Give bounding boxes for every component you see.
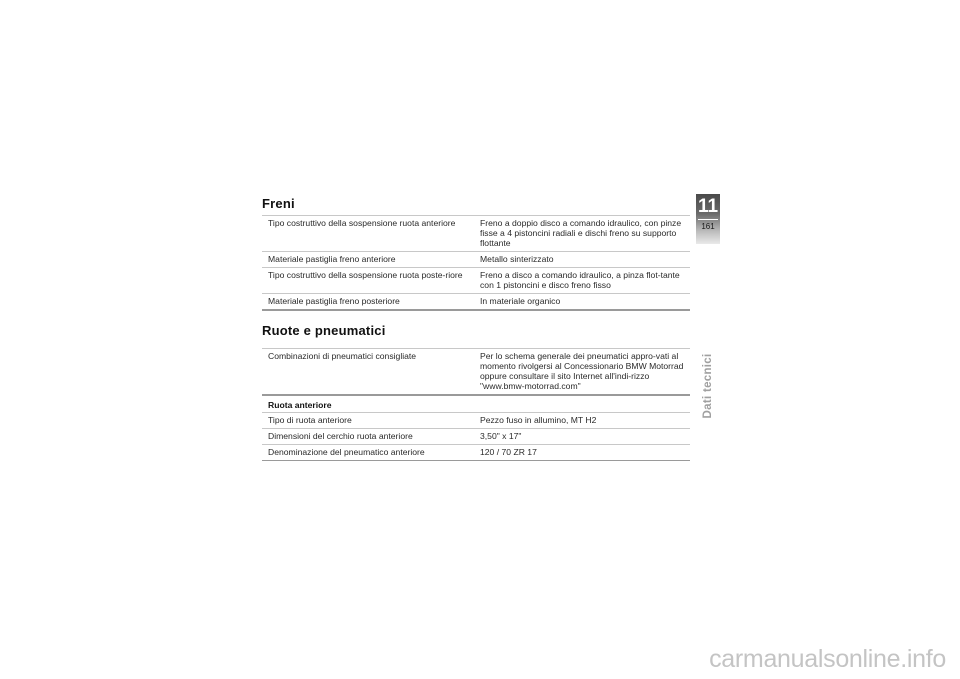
ruota-anteriore-table <box>262 413 690 461</box>
table-row <box>262 216 690 252</box>
table-row <box>262 445 690 461</box>
row-label: Materiale pastiglia freno posteriore <box>262 294 474 311</box>
row-label: Combinazioni di pneumatici consigliate <box>262 349 474 396</box>
section-title-freni: Freni <box>262 196 295 211</box>
chapter-side-label <box>698 346 718 426</box>
row-value: Freno a disco a comando idraulico, a pinza flot-tante con 1 pistoncini e disco freno fisso <box>474 268 690 294</box>
row-value: 120 / 70 ZR 17 <box>474 445 690 461</box>
table-row <box>262 294 690 311</box>
row-value: 3,50" x 17" <box>474 429 690 445</box>
row-label: Tipo di ruota anteriore <box>262 413 474 429</box>
chapter-tab <box>696 194 720 244</box>
subsection-title-ruota-anteriore: Ruota anteriore <box>262 396 690 413</box>
chapter-divider <box>698 219 718 220</box>
ruote-table <box>262 348 690 396</box>
page-number: 161 <box>701 222 715 231</box>
row-value: Per lo schema generale dei pneumatici appro-vati al momento rivolgersi al Concessionario BMW Motorrad oppure consultare il sito Internet all'indi-rizzo "www.bmw-motorrad.com" <box>474 349 690 396</box>
row-value: Pezzo fuso in allumino, MT H2 <box>474 413 690 429</box>
watermark: carmanualsonline.info <box>709 645 946 673</box>
table-row <box>262 413 690 429</box>
table-row <box>262 349 690 396</box>
row-label: Denominazione del pneumatico anteriore <box>262 445 474 461</box>
freni-table <box>262 215 690 311</box>
table-row <box>262 429 690 445</box>
document-content <box>262 196 690 461</box>
table-row <box>262 268 690 294</box>
row-value: In materiale organico <box>474 294 690 311</box>
row-label: Tipo costruttivo della sospensione ruota anteriore <box>262 216 474 252</box>
section-title-ruote: Ruote e pneumatici <box>262 323 386 338</box>
row-value: Metallo sinterizzato <box>474 252 690 268</box>
row-label: Tipo costruttivo della sospensione ruota poste-riore <box>262 268 474 294</box>
chapter-side-label-text: Dati tecnici <box>702 353 714 419</box>
row-label: Materiale pastiglia freno anteriore <box>262 252 474 268</box>
row-value: Freno a doppio disco a comando idraulico, con pinze fisse a 4 pistoncini radiali e dischi freno su supporto flottante <box>474 216 690 252</box>
row-label: Dimensioni del cerchio ruota anteriore <box>262 429 474 445</box>
table-row <box>262 252 690 268</box>
chapter-number: 11 <box>697 196 719 217</box>
